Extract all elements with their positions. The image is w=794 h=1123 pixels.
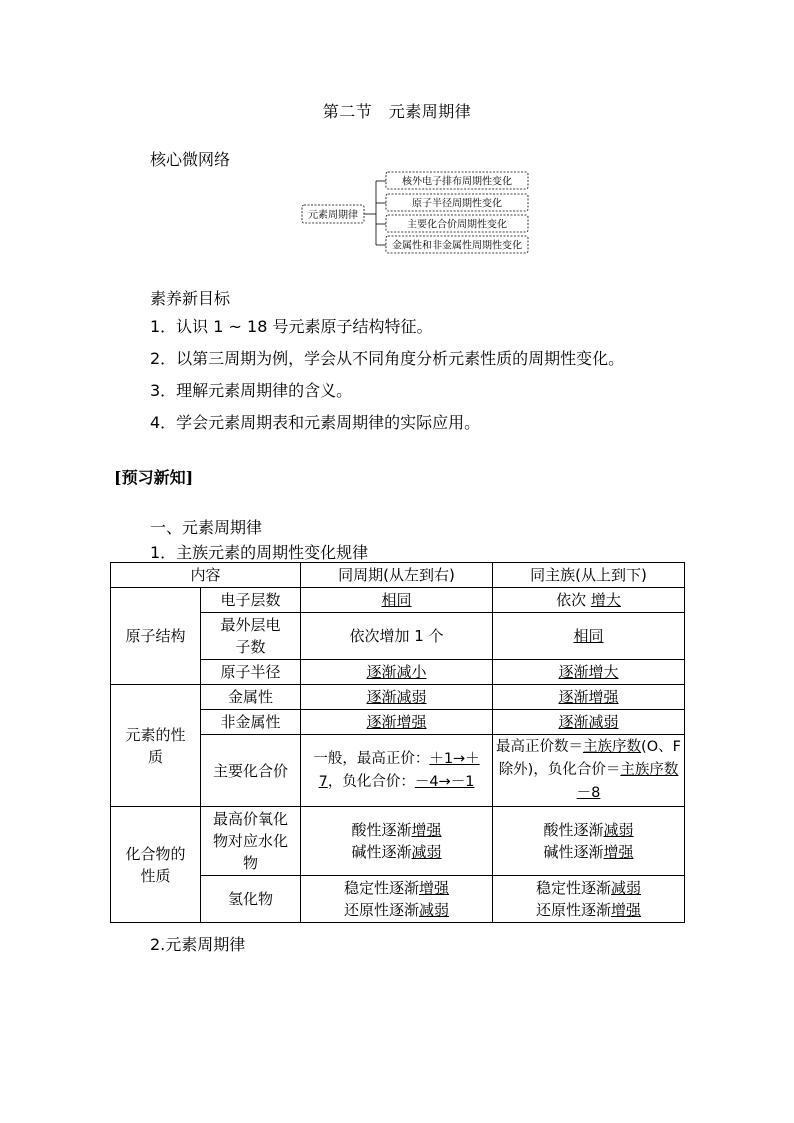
subsection-heading: 1．主族元素的周期性变化规律 [150,543,369,562]
cell-group [493,613,685,660]
cell-period [301,588,493,613]
header-period: 同周期(从左到右) [301,563,493,588]
group-label: 元素的性质 [111,685,201,807]
table-row [111,588,685,613]
row-label: 非金属性 [201,710,301,735]
table-row [111,807,685,876]
cell-period: 逐渐减小 [301,660,493,685]
goal-item: 4．学会元素周期表和元素周期律的实际应用。 [150,413,481,432]
cell-group: 逐渐减弱 [493,710,685,735]
goal-item: 2．以第三周期为例，学会从不同角度分析元素性质的周期性变化。 [150,349,625,368]
row-label: 氢化物 [201,876,301,923]
group-label: 化合物的性质 [111,807,201,923]
answer: 增强 [588,688,619,706]
answer: 增强 [611,901,642,919]
answer: 减弱 [411,843,442,861]
answer: 增强 [419,879,450,897]
preview-label: [预习新知] [114,468,194,487]
answer: 减小 [396,663,427,681]
row-label: 电子层数 [201,588,301,613]
table-row [111,685,685,710]
answer: 增大 [590,591,621,609]
network-branch-label: 原子半径周期性变化 [412,198,502,210]
answer: ＋1→＋7 [318,750,480,790]
answer: 增强 [396,713,427,731]
answer: 减弱 [396,688,427,706]
answer: 减弱 [588,713,619,731]
network-heading: 核心微网络 [150,150,231,169]
answer: 减弱 [603,821,634,839]
cell-group: 逐渐增强 [493,685,685,710]
cell-period: 依次增加 1 个 [301,613,493,660]
answer: －4→－1 [414,773,475,790]
network-branch-label: 主要化合价周期性变化 [407,219,507,231]
goals-heading: 素养新目标 [150,289,231,308]
cell-period: 稳定性逐渐增强 还原性逐渐减弱 [301,876,493,923]
answer: 相同 [573,627,604,645]
page-title: 第二节 元素周期律 [322,102,472,121]
row-label: 最高价氧化物对应水化物 [201,807,301,876]
section-heading: 一、元素周期律 [150,518,263,537]
row-label: 最外层电子数 [201,613,301,660]
cell-group: 酸性逐渐减弱 碱性逐渐增强 [493,807,685,876]
network-branch-label: 核外电子排布周期性变化 [402,176,512,188]
header-group: 同主族(从上到下) [493,563,685,588]
cell-group: 稳定性逐渐减弱 还原性逐渐增强 [493,876,685,923]
cell-group: 逐渐增大 [493,660,685,685]
table-header-row [111,563,685,588]
cell-group: 依次 增大 [493,588,685,613]
cell-period: 逐渐减弱 [301,685,493,710]
header-content: 内容 [111,563,301,588]
answer: 增大 [588,663,619,681]
cell-period: 逐渐增强 [301,710,493,735]
row-label: 原子半径 [201,660,301,685]
cell-period: 一般，最高正价：＋1→＋7，负化合价：－4→－1 [301,735,493,807]
row-label: 主要化合价 [201,735,301,807]
cell-group: 最高正价数＝主族序数(O、F 除外)，负化合价＝主族序数－8 [493,735,685,807]
answer: 减弱 [419,901,450,919]
subsection-heading: 2.元素周期律 [150,935,246,954]
answer: 主族序数 [583,739,642,755]
network-branch-label: 金属性和非金属性周期性变化 [392,240,522,252]
cell-period: 酸性逐渐增强 碱性逐渐减弱 [301,807,493,876]
answer: 减弱 [611,879,642,897]
goal-item: 1．认识 1 ~ 18 号元素原子结构特征。 [150,317,433,336]
concept-network-diagram [300,170,532,256]
answer: 增强 [411,821,442,839]
network-root-label: 元素周期律 [308,210,358,221]
answer: 增强 [603,843,634,861]
goal-item: 3．理解元素周期律的含义。 [150,381,353,400]
answer: 主族序数－8 [576,762,679,801]
row-label: 金属性 [201,685,301,710]
periodic-rules-table [110,562,685,923]
group-label: 原子结构 [111,588,201,685]
answer: 相同 [381,591,412,609]
